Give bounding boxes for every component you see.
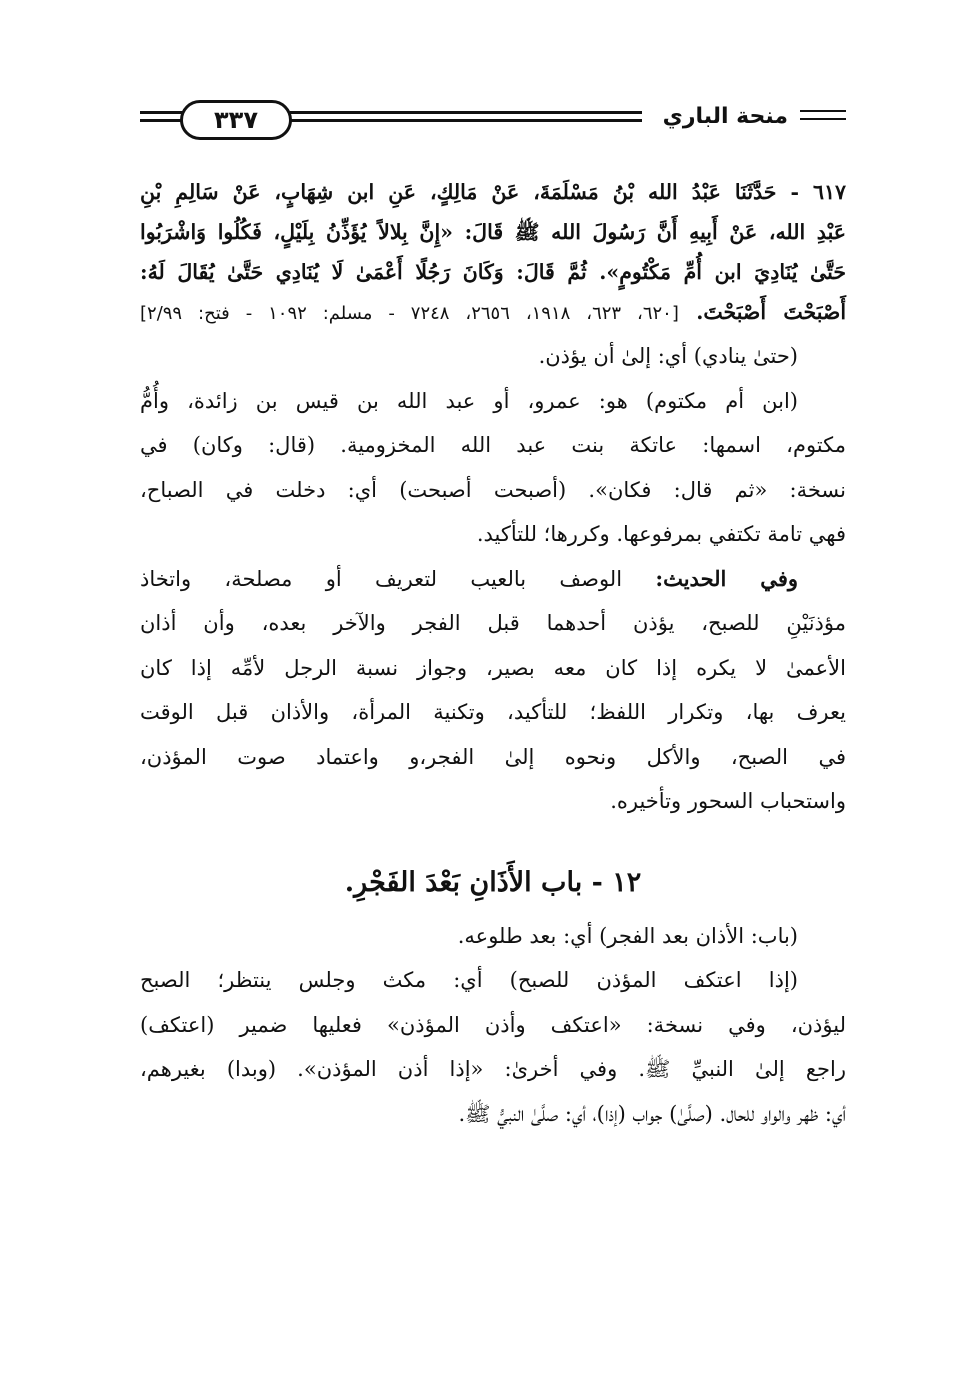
header-rule-right-bottom xyxy=(800,118,846,120)
hadith-line-last xyxy=(140,292,846,334)
header-rule-middle-top xyxy=(290,111,642,114)
commentary-paragraph xyxy=(140,379,846,557)
commentary-line: ليؤذن، وفي نسخة: «اعتكف وأذن المؤذن» فعليها ضمير (اعتكف) xyxy=(140,1012,846,1037)
benefits-first-line: الوصف بالعيب لتعريف أو مصلحة، واتخاذ xyxy=(140,566,656,591)
hadith-references: [٦٢٠، ٦٢٣، ١٩١٨، ٢٦٥٦، ٧٢٤٨ - مسلم: ١٠٩٢ - فتح: ٢/٩٩] xyxy=(140,303,679,324)
hadith-line: حَتَّىٰ يُنَادِيَ ابن أُمِّ مَكْتُومٍ». ثُمَّ قَالَ: وَكَانَ رَجُلًا أَعْمَىٰ لَا يُنَادِي حَتَّىٰ يُقَالَ لَهُ: xyxy=(140,260,846,284)
page-header xyxy=(140,88,846,148)
page-content xyxy=(140,172,846,1136)
header-rule-middle-bottom xyxy=(290,119,642,122)
commentary-line: مكتوم، اسمها: عاتكة بنت عبد الله المخزومية. (قال: وكان) في xyxy=(140,433,846,457)
commentary-line: راجع إلىٰ النبيِّ ﷺ. وفي أخرىٰ: «إذا أذن المؤذن». (وبدا) بغيرهم، xyxy=(140,1057,846,1081)
commentary-line: الأعمىٰ لا يكره إذا كان معه بصير، وجواز نسبة الرجل لأمِّه إذا كان xyxy=(140,655,846,680)
commentary-line: أي: ظهر والواو للحال. (صلَّىٰ) جواب (إذا)، أي: صلَّىٰ النبيُّ ﷺ. xyxy=(458,1101,846,1126)
commentary-paragraph xyxy=(140,334,846,379)
header-rule-right-top xyxy=(800,110,846,112)
commentary-line: واستحباب السحور وتأخيره. xyxy=(610,789,846,813)
commentary-line: في الصبح، والأكل ونحوه إلىٰ الفجر،و واعتماد صوت المؤذن، xyxy=(140,744,846,769)
commentary-line: نسخة: «ثم قال: فكان». (أصبحت أصبحت) أي: دخلت في الصباح، xyxy=(140,477,847,502)
header-rule-left-top xyxy=(140,111,184,114)
hadith-closing-text: أَصْبَحْتَ أَصْبَحْتَ. xyxy=(696,300,847,324)
commentary-line: (حتىٰ ينادي) أي: إلىٰ أن يؤذن. xyxy=(538,344,798,368)
commentary-line: (إذا اعتكف المؤذن للصبح) أي: مكث وجلس ينتظر؛ الصبح xyxy=(140,968,798,992)
commentary-paragraph xyxy=(140,914,846,959)
running-title: منحة الباري xyxy=(662,104,788,129)
page-number-badge xyxy=(180,100,292,140)
commentary-line: مؤذنَيْنِ للصبح، يؤذن أحدهما قبل الفجر والآخر بعده، وأن أذان xyxy=(140,611,846,635)
commentary-line: (ابن أم مكتوم) هو: عمرو، أو عبد الله بن قيس بن زائدة، وأُمُّ xyxy=(140,388,798,413)
benefits-lead: وفي الحديث: xyxy=(655,565,798,591)
commentary-paragraph-benefits xyxy=(140,557,846,824)
commentary-line: يعرف بها، وتكرار اللفظ؛ للتأكيد، وتكنية المرأة، والأذان قبل الوقت xyxy=(140,700,846,724)
commentary-line: فهي تامة تكتفي بمرفوعها. وكررها؛ للتأكيد. xyxy=(476,522,846,546)
page-number: ٣٣٧ xyxy=(214,106,258,134)
commentary-line: (باب: الأذان بعد الفجر) أي: بعد طلوعه. xyxy=(457,923,798,948)
hadith-line: عَبْدِ الله، عَنْ أَبِيهِ أَنَّ رَسُولَ الله ﷺ قَالَ: «إِنَّ بِلالاً يُؤَذِّنُ بِلَيْلٍ، فَكُلُوا وَاشْرَبُوا xyxy=(140,220,846,244)
hadith-text xyxy=(140,172,846,334)
header-rule-left-bottom xyxy=(140,119,184,122)
commentary-line xyxy=(140,557,846,602)
hadith-line: ٦١٧ - حَدَّثَنَا عَبْدُ الله بْنُ مَسْلَمَةَ، عَنْ مَالِكٍ، عَنِ ابن شِهَابٍ، عَنْ سَالِمِ بْنِ xyxy=(140,180,846,204)
commentary-paragraph xyxy=(140,958,846,1136)
chapter-heading: ١٢ - باب الأَذَانِ بَعْدَ الفَجْرِ. xyxy=(344,866,642,898)
